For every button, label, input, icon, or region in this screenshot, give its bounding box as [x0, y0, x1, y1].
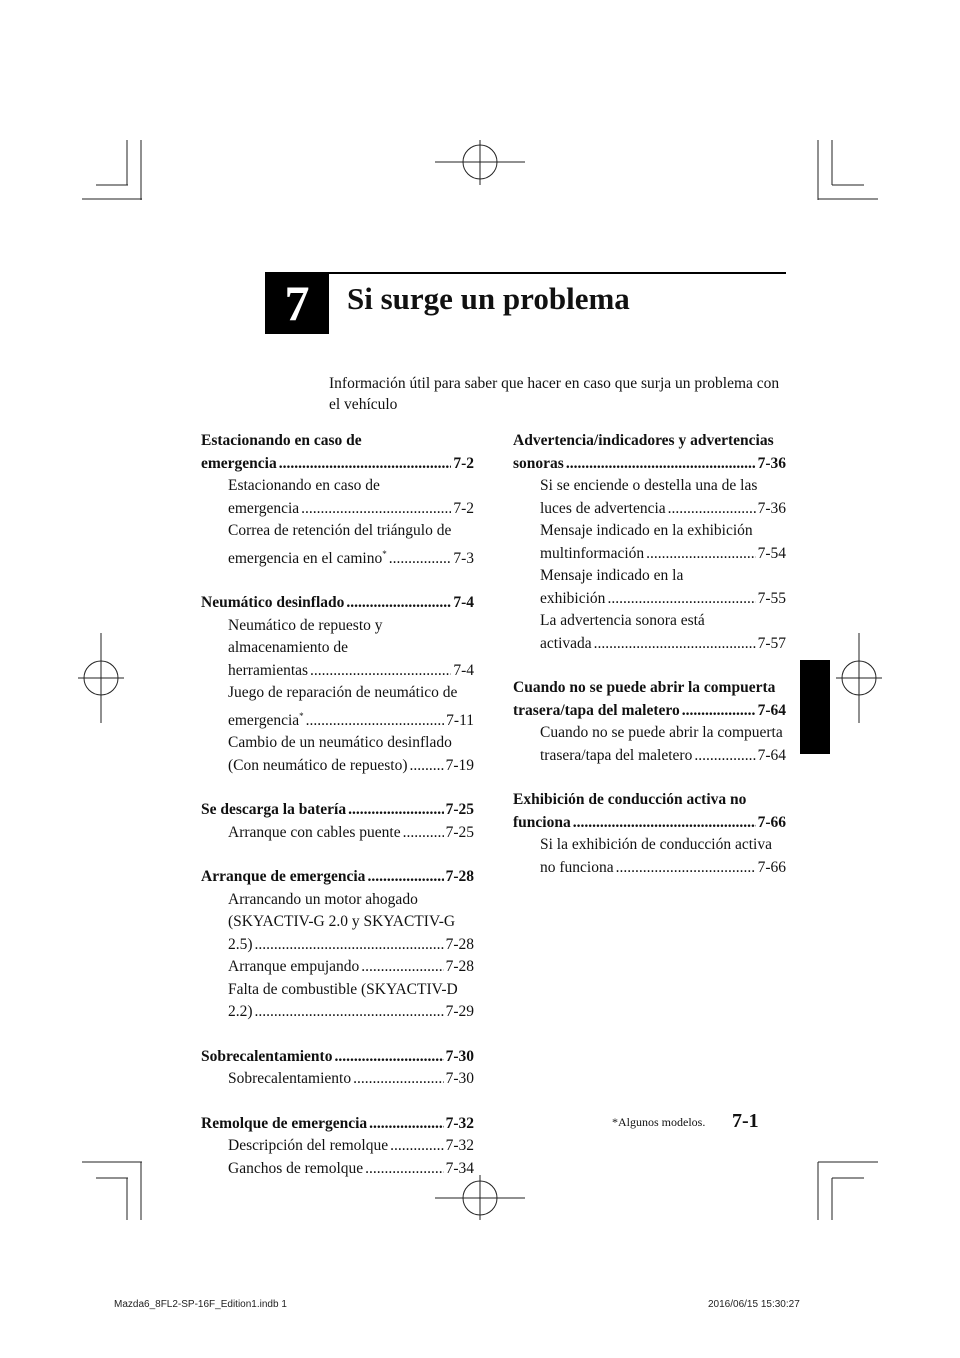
- toc-page-number: 7-64: [757, 746, 786, 764]
- toc-page-number: 7-2: [453, 499, 474, 517]
- dot-leader: [301, 498, 451, 521]
- toc-entry-text: sonoras: [513, 454, 564, 472]
- toc-entry[interactable]: [513, 722, 786, 767]
- toc-entry-text: Remolque de emergencia: [201, 1114, 368, 1132]
- toc-entry[interactable]: [201, 475, 474, 520]
- toc-entry-text: Cuando no se puede abrir la compuerta: [513, 679, 776, 696]
- dot-leader: [573, 812, 756, 835]
- toc-entry-text: Neumático desinflado: [201, 594, 345, 612]
- toc-page-number: 7-2: [453, 454, 474, 472]
- toc-entry[interactable]: [201, 1135, 474, 1158]
- toc-page-number: 7-32: [445, 1137, 474, 1155]
- dot-leader: [255, 934, 444, 957]
- toc-entry[interactable]: [201, 889, 474, 957]
- toc-page-number: 7-66: [757, 813, 786, 831]
- toc-entry[interactable]: [201, 732, 474, 777]
- toc-left-column: [201, 430, 474, 1202]
- chapter-number: 7: [265, 272, 329, 334]
- dot-leader: [255, 1001, 444, 1024]
- dot-leader: [367, 866, 443, 889]
- toc-entry-text: Mensaje indicado en la: [540, 567, 684, 584]
- toc-page-number: 7-36: [757, 454, 786, 472]
- toc-entry-text: Mensaje indicado en la exhibición: [540, 522, 753, 539]
- dot-leader: [310, 660, 451, 683]
- toc-entry[interactable]: [201, 615, 474, 683]
- toc-section: [201, 799, 474, 844]
- toc-page-number: 7-30: [445, 1070, 474, 1088]
- toc-entry[interactable]: [201, 520, 474, 570]
- toc-entry-text: Ganchos de remolque: [228, 1159, 364, 1177]
- toc-entry-text: Neumático de repuesto y: [228, 616, 383, 634]
- toc-page-number: 7-30: [445, 1047, 474, 1065]
- toc-entry-text: emergencia: [228, 499, 300, 517]
- toc-entry-text: Arrancando un motor ahogado: [228, 890, 418, 908]
- toc-entry[interactable]: [201, 682, 474, 732]
- toc-entry-text: 2.2): [228, 1003, 253, 1021]
- toc-section-heading[interactable]: [201, 799, 474, 822]
- toc-entry-text: exhibición: [540, 589, 606, 607]
- toc-entry-text: emergencia*: [228, 710, 304, 729]
- toc-entry-text: 2.5): [228, 935, 253, 953]
- dot-leader: [566, 453, 756, 476]
- dot-leader: [694, 745, 755, 768]
- dot-leader: [279, 453, 452, 476]
- toc-page-number: 7-4: [453, 594, 474, 612]
- toc-section-heading[interactable]: [201, 430, 474, 475]
- dot-leader: [668, 498, 756, 521]
- toc-entry[interactable]: [201, 1158, 474, 1181]
- toc-page-number: 7-66: [757, 858, 786, 876]
- toc-section-heading[interactable]: [513, 430, 786, 475]
- toc-page-number: 7-19: [445, 756, 474, 774]
- toc-entry[interactable]: [513, 565, 786, 610]
- toc-section: [513, 677, 786, 767]
- chapter-rule: [329, 272, 786, 274]
- toc-entry-text: Advertencia/indicadores y advertencias: [513, 432, 774, 449]
- toc-page-number: 7-34: [445, 1159, 474, 1177]
- toc-section-heading[interactable]: [513, 789, 786, 834]
- toc-page-number: 7-29: [445, 1003, 474, 1021]
- toc-entry-text: emergencia en el camino*: [228, 548, 387, 567]
- toc-page-number: 7-28: [445, 868, 474, 886]
- page-number: 7-1: [732, 1110, 759, 1132]
- dot-leader: [348, 799, 444, 822]
- toc-entry-text: multinformación: [540, 544, 645, 562]
- toc-entry[interactable]: [513, 610, 786, 655]
- dot-leader: [390, 1135, 443, 1158]
- toc-entry-text: Se descarga la batería: [201, 801, 347, 819]
- toc-page-number: 7-25: [445, 823, 474, 841]
- toc-entry-text: Cambio de un neumático desinflado: [228, 734, 452, 752]
- chapter-intro: Información útil para saber que hacer en caso que surja un problema con el vehículo: [329, 375, 780, 413]
- print-file-info: Mazda6_8FL2-SP-16F_Edition1.indb 1: [114, 1299, 287, 1310]
- toc-entry-text: (Con neumático de repuesto): [228, 756, 408, 774]
- toc-section: [201, 430, 474, 570]
- dot-leader: [365, 1158, 443, 1181]
- toc-page-number: 7-4: [453, 661, 474, 679]
- toc-entry-text: Correa de retención del triángulo de: [228, 522, 452, 539]
- toc-entry-text: La advertencia sonora está: [540, 612, 705, 629]
- toc-section-heading[interactable]: [201, 1113, 474, 1136]
- toc-entry[interactable]: [201, 1068, 474, 1091]
- toc-section: [201, 1113, 474, 1181]
- dot-leader: [646, 543, 755, 566]
- toc-section: [201, 866, 474, 1024]
- chapter-thumb-tab: [800, 660, 830, 754]
- toc-page-number: 7-64: [757, 701, 786, 719]
- toc-section-heading[interactable]: [201, 592, 474, 615]
- toc-entry-text: Arranque con cables puente: [228, 823, 401, 841]
- dot-leader: [607, 588, 755, 611]
- toc-entry-text: funciona: [513, 813, 571, 831]
- toc-page-number: 7-54: [757, 544, 786, 562]
- toc-page-number: 7-25: [445, 801, 474, 819]
- toc-page-number: 7-11: [446, 711, 474, 729]
- dot-leader: [361, 956, 443, 979]
- toc-entry-text: Exhibición de conducción activa no: [513, 791, 747, 808]
- footnote: *Algunos modelos.: [612, 1115, 706, 1129]
- toc-entry-text: trasera/tapa del maletero: [513, 701, 680, 719]
- toc-page-number: 7-32: [445, 1114, 474, 1132]
- dot-leader: [616, 857, 756, 880]
- toc-entry-text: Si se enciende o destella una de las: [540, 477, 758, 494]
- toc-section-heading[interactable]: [201, 1046, 474, 1069]
- toc-entry-text: Estacionando en caso de: [201, 432, 362, 449]
- toc-section: [513, 789, 786, 879]
- toc-section: [201, 1046, 474, 1091]
- toc-entry-text: trasera/tapa del maletero: [540, 746, 693, 764]
- dot-leader: [346, 592, 451, 615]
- toc-section: [201, 592, 474, 777]
- toc-entry-text: Arranque de emergencia: [201, 868, 366, 886]
- dot-leader: [409, 755, 443, 778]
- toc-right-column: [513, 430, 786, 901]
- toc-page-number: 7-55: [757, 589, 786, 607]
- dot-leader: [369, 1113, 443, 1136]
- toc-entry[interactable]: [513, 475, 786, 520]
- toc-entry[interactable]: [513, 520, 786, 565]
- toc-entry-text: Juego de reparación de neumático de: [228, 684, 458, 702]
- toc-entry-text: (SKYACTIV-G 2.0 y SKYACTIV-G: [228, 913, 456, 931]
- chapter-title: Si surge un problema: [347, 281, 630, 316]
- toc-entry-text: almacenamiento de: [228, 639, 349, 657]
- toc-page-number: 7-28: [445, 958, 474, 976]
- footnote-marker: *: [382, 548, 387, 559]
- dot-leader: [403, 822, 444, 845]
- footnote-marker: *: [299, 710, 304, 721]
- toc-section-heading[interactable]: [201, 866, 474, 889]
- toc-entry-text: Sobrecalentamiento: [228, 1070, 352, 1088]
- toc-entry-text: Si la exhibición de conducción activa: [540, 836, 772, 853]
- dot-leader: [353, 1068, 443, 1091]
- dot-leader: [594, 633, 756, 656]
- toc-entry-text: no funciona: [540, 858, 614, 876]
- dot-leader: [682, 700, 756, 723]
- print-timestamp: 2016/06/15 15:30:27: [708, 1299, 800, 1310]
- dot-leader: [306, 710, 445, 733]
- toc-entry[interactable]: [513, 834, 786, 879]
- toc-entry-text: Estacionando en caso de: [228, 477, 380, 494]
- toc-entry[interactable]: [201, 956, 474, 979]
- toc-entry-text: herramientas: [228, 661, 309, 679]
- toc-entry-text: Arranque empujando: [228, 958, 360, 976]
- toc-entry[interactable]: [201, 979, 474, 1024]
- dot-leader: [389, 548, 452, 571]
- toc-section: [513, 430, 786, 655]
- toc-section-heading[interactable]: [513, 677, 786, 722]
- toc-entry-text: Cuando no se puede abrir la compuerta: [540, 724, 783, 741]
- toc-page-number: 7-36: [757, 499, 786, 517]
- toc-entry-text: Descripción del remolque: [228, 1137, 389, 1155]
- toc-entry-text: activada: [540, 634, 592, 652]
- toc-entry-text: luces de advertencia: [540, 499, 666, 517]
- toc-page-number: 7-3: [453, 549, 474, 567]
- toc-page-number: 7-28: [445, 935, 474, 953]
- toc-entry[interactable]: [201, 822, 474, 845]
- toc-entry-text: Sobrecalentamiento: [201, 1047, 333, 1065]
- dot-leader: [334, 1046, 443, 1069]
- toc-entry-text: emergencia: [201, 454, 277, 472]
- toc-entry-text: Falta de combustible (SKYACTIV-D: [228, 980, 458, 998]
- toc-page-number: 7-57: [757, 634, 786, 652]
